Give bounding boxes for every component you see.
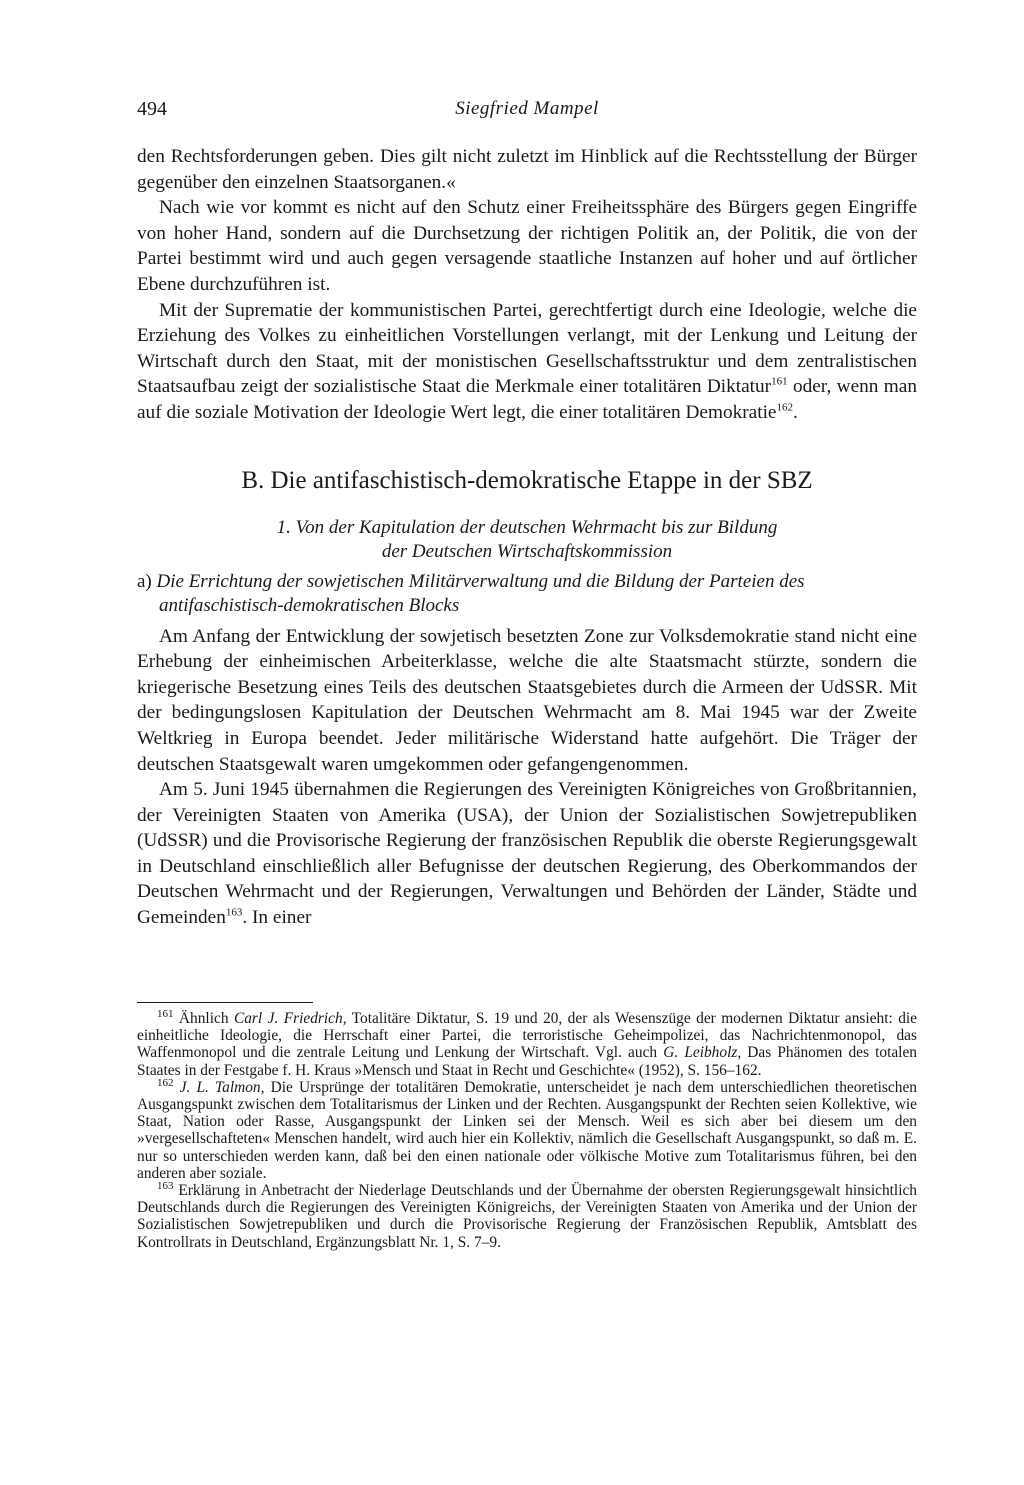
- footnote-163: [137, 1179, 917, 1251]
- section-heading-b: B. Die antifaschistisch-demokratische Etappe in der SBZ: [241, 466, 813, 494]
- subsubsection-label: a): [137, 570, 157, 592]
- footnote-ref-161[interactable]: 161: [771, 375, 788, 388]
- paragraph-2: Nach wie vor kommt es nicht auf den Schutz einer Freiheitssphäre des Bürgers gegen Eingriffe von hoher Hand, sondern auf die Durchsetzung der richtigen Politik an, der Politik, die von der Partei bestimmt wird und auch gegen versagende staatliche Instanzen auf hoher und auf örtlicher Ebene durchzuführen ist.: [137, 197, 917, 295]
- paragraph-1: den Rechtsforderungen geben. Dies gilt nicht zuletzt im Hinblick auf die Rechtsstellung der Bürger gegenüber den einzelnen Staatsorganen.«: [137, 146, 917, 193]
- footnote-162-text-2: Die Ursprünge der totalitären Demokratie, unterscheidet je nach dem unterschiedlichen theoretischen Ausgangspunkt zwischen dem Totalitarismus der Linken und der Rechten. Ausgangspunkt der Rechten seien Kollektive, wie Staat, Nation oder Rasse, Ausgangspunkt der Linken sei der Mensch. Weil es sich aber bei diesem um den »vergesellschafteten« Menschen handelt, wird auch hier ein Kollektiv, nämlich die Gesellschaft Ausgangspunkt, so daß m. E. nur so unterschieden werden kann, daß bei den einen nationale oder völkische Motive zum Totalitarismus führen, bei den anderen aber soziale.: [137, 1078, 917, 1182]
- paragraph-5-text-b: . In einer: [242, 907, 312, 929]
- footnote-ref-162[interactable]: 162: [776, 401, 793, 414]
- footnote-ref-163[interactable]: 163: [225, 906, 243, 919]
- footnote-number-161: 161: [157, 1007, 174, 1020]
- footnote-161-author-1: Carl J. Friedrich,: [233, 1010, 347, 1027]
- subsection-heading-line-1: 1. Von der Kapitulation der deutschen Wehrmacht bis zur Bildung: [276, 516, 778, 538]
- footnote-number-162: 162: [157, 1076, 174, 1089]
- footnote-161-text-3: Das Phänomen des totalen Staates in der Festgabe f. H. Kraus »Mensch und Staat in Recht und Geschichte« (1952), S. 156–162.: [137, 1044, 917, 1079]
- footnote-162: [137, 1076, 917, 1182]
- paragraph-3: [137, 298, 917, 426]
- main-text: [137, 144, 917, 931]
- subsubsection-heading-a: [137, 570, 917, 618]
- footnote-162-author: J. L. Talmon,: [179, 1078, 265, 1096]
- footnote-number-163: 163: [157, 1179, 174, 1192]
- footnote-161-text-2: Totalitäre Diktatur, S. 19 und 20, der als Wesenszüge der modernen Diktatur ansieht: die einheitliche Ideologie, die Herrschaft einer Partei, die terroristische Geheimpolizei, das Nachrichtenmonopol, das Waffenmonopol und die zentrale Leitung und Lenkung der Wirtschaft. Vgl. auch: [137, 1010, 917, 1062]
- footnote-161: [137, 1007, 917, 1079]
- paragraph-3-text-c: .: [793, 401, 798, 423]
- paragraph-3-text-b: oder, wenn man auf die soziale Motivation der Ideologie Wert legt, die einer totalitären Demokratie: [137, 376, 917, 423]
- footnote-163-text: Erklärung in Anbetracht der Niederlage Deutschlands und der Übernahme der obersten Regierungsgewalt hinsichtlich Deutschlands durch die Regierungen des Vereinigten Königreichs, der Vereinigten Staaten von Amerika und der Union der Sozialistischen Sowjetrepubliken und durch die Provisorische Regierung der Französischen Republik, Amtsblatt des Kontrollrats in Deutschland, Ergänzungsblatt Nr. 1, S. 7–9.: [137, 1182, 917, 1251]
- paragraph-5-text-a: Am 5. Juni 1945 übernahmen die Regierungen des Vereinigten Königreiches von Großbritannien, der Vereinigten Staaten von Amerika (USA), der Union der Sozialistischen Sowjetrepubliken (UdSSR) und die Provisorische Regierung der französischen Republik die oberste Regierungsgewalt in Deutschland einschließlich aller Befugnisse der deutschen Regierung, des Oberkommandos der Deutschen Wehrmacht und der Regierungen, Verwaltungen und Behörden der Länder, Städte und Gemeinden: [137, 779, 917, 929]
- page-header: [137, 98, 917, 128]
- page-number: 494: [137, 98, 167, 120]
- paragraph-3-text-a: Mit der Suprematie der kommunistischen Partei, gerechtfertigt durch eine Ideologie, welche die Erziehung des Volkes zu einheitlichen Vorstellungen verlangt, mit der Lenkung und Leitung der Wirtschaft durch den Staat, mit der monistischen Gesellschaftsstruktur und dem zentralistischen Staatsaufbau zeigt der sozialistische Staat die Merkmale einer totalitären Diktatur: [137, 299, 917, 398]
- footnotes: [137, 1007, 917, 1251]
- subsection-heading-1: [137, 516, 917, 564]
- footnote-separator: [137, 1002, 313, 1003]
- subsection-heading-line-2: der Deutschen Wirtschaftskommission: [381, 540, 673, 562]
- running-head: Siegfried Mampel: [455, 98, 599, 119]
- paragraph-4: Am Anfang der Entwicklung der sowjetisch besetzten Zone zur Volksdemokratie stand nicht eine Erhebung der einheimischen Arbeiterklasse, welche die alte Staatsmacht stürzte, sondern die kriegerische Besetzung eines Teils des deutschen Staatsgebietes durch die Armeen der UdSSR. Mit der bedingungslosen Kapitulation der Deutschen Wehrmacht am 8. Mai 1945 war der Zweite Weltkrieg in Europa beendet. Jeder militärische Widerstand hatte aufgehört. Die Träger der deutschen Staatsgewalt waren umgekommen oder gefangengenommen.: [137, 625, 917, 775]
- paragraph-5: [137, 777, 917, 931]
- footnote-161-text-1: Ähnlich: [173, 1010, 234, 1027]
- footnote-161-author-2: G. Leibholz,: [663, 1044, 742, 1062]
- subsubsection-title: Die Errichtung der sowjetischen Militärverwaltung und die Bildung der Parteien des antifaschistisch-demokratischen Blocks: [156, 570, 805, 616]
